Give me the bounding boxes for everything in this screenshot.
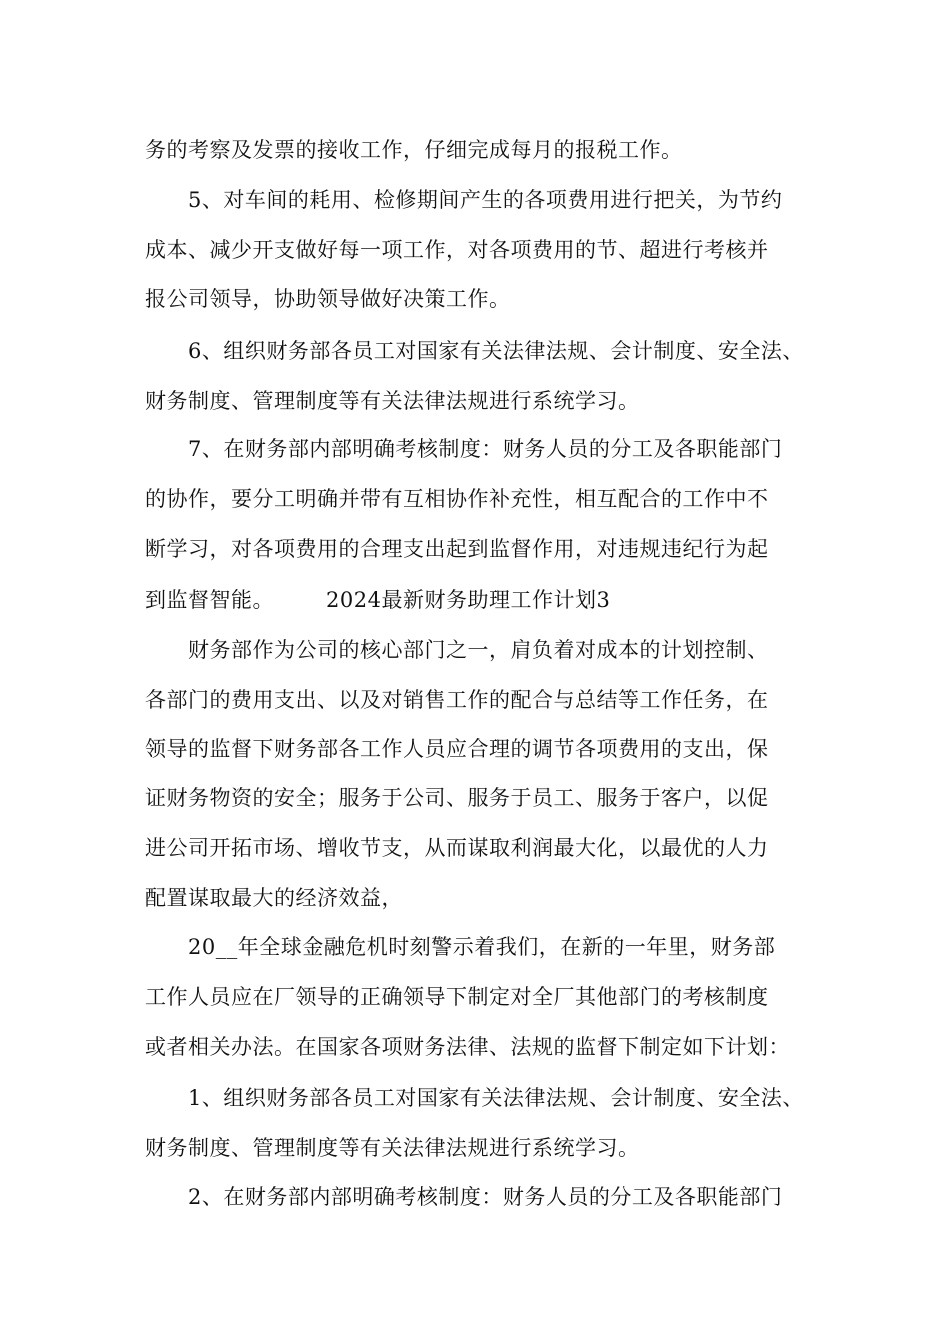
text-line: 领导的监督下财务部各工作人员应合理的调节各项费用的支出，保 <box>145 737 769 761</box>
text-line: 务的考察及发票的接收工作，仔细完成每月的报税工作。 <box>145 138 683 162</box>
text-line: 1、组织财务部各员工对国家有关法律法规、会计制度、安全法、 <box>188 1086 804 1110</box>
text-line: 各部门的费用支出、以及对销售工作的配合与总结等工作任务，在 <box>145 688 769 712</box>
text-line: 财务制度、管理制度等有关法律法规进行系统学习。 <box>145 1136 640 1160</box>
text-line: 6、组织财务部各员工对国家有关法律法规、会计制度、安全法、 <box>188 339 804 363</box>
text-line: 5、对车间的耗用、检修期间产生的各项费用进行把关，为节约 <box>188 188 783 212</box>
text-line: 断学习，对各项费用的合理支出起到监督作用，对违规违纪行为起 <box>145 537 769 561</box>
text-line: 财务制度、管理制度等有关法律法规进行系统学习。 <box>145 389 640 413</box>
text-line: 配置谋取最大的经济效益， <box>145 886 403 910</box>
text-line: 工作人员应在厂领导的正确领导下制定对全厂其他部门的考核制度 <box>145 985 769 1009</box>
section-heading: 2024最新财务助理工作计划3 <box>326 588 611 612</box>
text-line: 财务部作为公司的核心部门之一，肩负着对成本的计划控制、 <box>188 638 769 662</box>
text-line: 的协作，要分工明确并带有互相协作补充性，相互配合的工作中不 <box>145 487 769 511</box>
text-line: 到监督智能。 <box>145 588 274 612</box>
text-line: 2、在财务部内部明确考核制度：财务人员的分工及各职能部门 <box>188 1185 783 1209</box>
text-line: 20__年全球金融危机时刻警示着我们，在新的一年里，财务部 <box>188 935 776 959</box>
text-line: 7、在财务部内部明确考核制度：财务人员的分工及各职能部门 <box>188 437 783 461</box>
text-line: 证财务物资的安全；服务于公司、服务于员工、服务于客户，以促 <box>145 786 769 810</box>
text-line: 或者相关办法。在国家各项财务法律、法规的监督下制定如下计划： <box>145 1035 790 1059</box>
text-line: 成本、减少开支做好每一项工作，对各项费用的节、超进行考核并 <box>145 238 769 262</box>
text-line: 报公司领导，协助领导做好决策工作。 <box>145 287 511 311</box>
text-line: 进公司开拓市场、增收节支，从而谋取利润最大化，以最优的人力 <box>145 836 769 860</box>
text-line-with-heading <box>145 585 610 615</box>
